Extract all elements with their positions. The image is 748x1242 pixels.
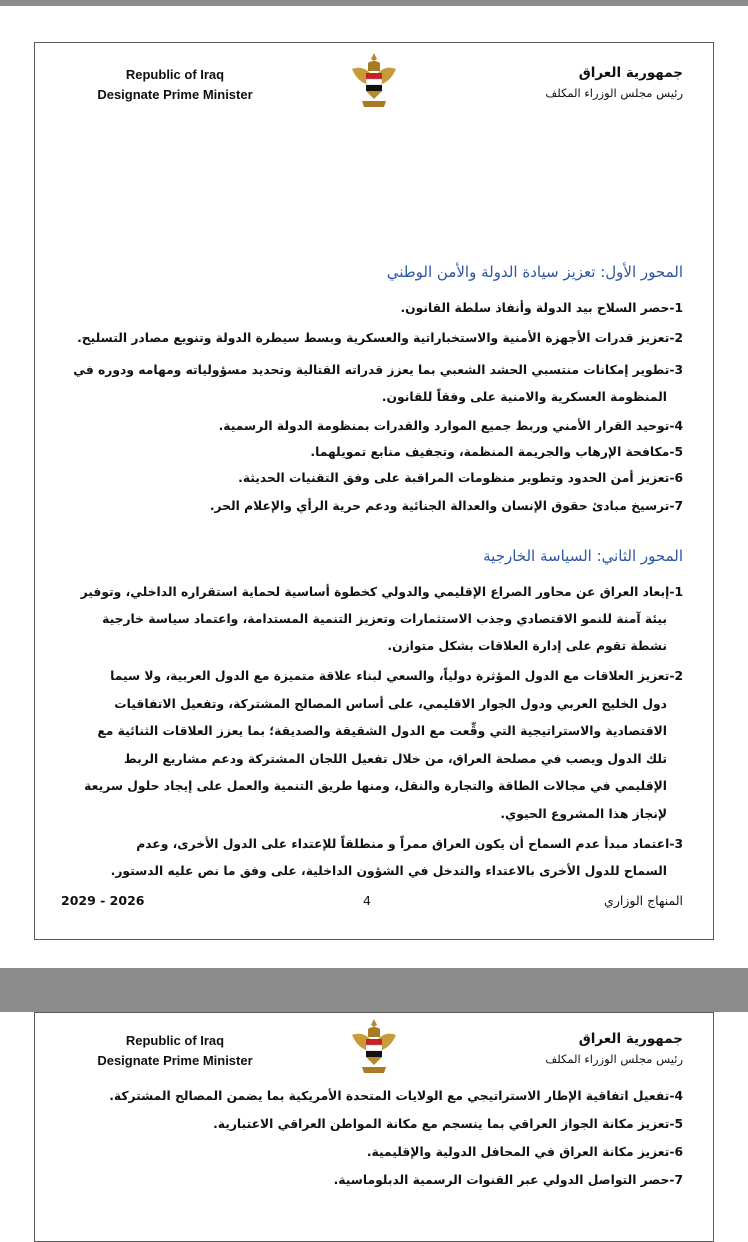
list-item: 3-تطوير إمكانات منتسبي الحشد الشعبي بما يعزز قدراته القتالية وتحديد مسؤولياته ومهامه ودوره في المنظومة العسكرية والامنية على وفقاً للقانون. bbox=[73, 363, 683, 404]
list-item: 7-ترسيخ مبادئ حقوق الإنسان والعدالة الجنائية ودعم حرية الرأي والإعلام الحر. bbox=[209, 499, 683, 513]
header-ar-line1: جمهورية العراق bbox=[578, 65, 683, 81]
list-item: 1-إبعاد العراق عن محاور الصراع الإقليمي والدولي كخطوة أساسية لحماية استقراره الداخلي، وتوفير بيئة آمنة للنمو الاقتصادي وجذب الاستثمارات وتعزيز التنمية المستدامة، واعتماد سياسة خارجية نشطة تقوم على إدارة العلاقات بشكل متوازن. bbox=[80, 585, 683, 653]
header-ar-line2: رئيس مجلس الوزراء المكلف bbox=[545, 86, 683, 100]
header-arabic bbox=[545, 63, 683, 103]
header-english bbox=[75, 1031, 275, 1071]
list-item: 4-توحيد القرار الأمني وربط جميع الموارد والقدرات بمنظومة الدولة الرسمية. bbox=[218, 419, 683, 433]
header-en-line2: Designate Prime Minister bbox=[97, 1053, 253, 1068]
document-page-2 bbox=[34, 1012, 714, 1242]
iraq-emblem-icon bbox=[348, 51, 400, 113]
list-item: 6-تعزيز أمن الحدود وتطوير منظومات المراقبة على وفق التقنيات الحديثة. bbox=[238, 471, 683, 485]
footer-years: 2029 - 2026 bbox=[61, 893, 145, 908]
list-item: 6-تعزيز مكانة العراق في المحافل الدولية والإقليمية. bbox=[366, 1145, 683, 1159]
header-arabic bbox=[545, 1029, 683, 1069]
section-title-2: المحور الثاني: السياسة الخارجية bbox=[483, 547, 683, 565]
list-item: 3-اعتماد مبدأ عدم السماح أن يكون العراق ممراً و منطلقاً للإعتداء على الدول الأخرى، وعدم السماح للدول الأخرى بالاعتداء والتدخل في الشؤون الداخلية، على وفق ما نص عليه الدستور. bbox=[110, 837, 683, 878]
grey-band-middle bbox=[0, 968, 748, 1012]
list-item: 2-تعزيز العلاقات مع الدول المؤثرة دولياً، والسعي لبناء علاقة متميزة مع الدول العربية، ولا سيما دول الخليج العربي ودول الجوار الاقليمي، على أساس المصالح المشتركة، وتفعيل الاتفاقيات الاقتصادية والاستراتيجية التي وقِّعت مع الدول الشقيقة والصديقة؛ بما يعزز العلاقات الثنائية مع تلك الدول ويصب في مصلحة العراق، من خلال تفعيل اللجان المشتركة ودعم مشاريع الربط الإقليمي في مجالات الطاقة والتجارة والنقل، ومنها طريق التنمية والعمل على إيجاد حلول سريعة لإنجاز هذا المشروع الحيوي. bbox=[84, 669, 683, 821]
header-ar-line2: رئيس مجلس الوزراء المكلف bbox=[545, 1052, 683, 1066]
header-ar-line1: جمهورية العراق bbox=[578, 1031, 683, 1047]
list-item: 5-مكافحة الإرهاب والجريمة المنظمة، وتجفيف منابع تمويلهما. bbox=[310, 445, 683, 459]
header-en-line1: Republic of Iraq bbox=[125, 1033, 225, 1048]
document-page-1 bbox=[34, 42, 714, 940]
footer-title: المنهاج الوزاري bbox=[604, 893, 683, 908]
grey-band-top bbox=[0, 0, 748, 6]
iraq-emblem-icon bbox=[348, 1017, 400, 1079]
header-en-line2: Designate Prime Minister bbox=[97, 87, 253, 102]
header-english bbox=[75, 65, 275, 105]
list-item: 1-حصر السلاح بيد الدولة وأنفاذ سلطة القانون. bbox=[400, 301, 683, 315]
header-en-line1: Republic of Iraq bbox=[125, 67, 225, 82]
footer-page-number: 4 bbox=[363, 893, 371, 908]
section-title-1: المحور الأول: تعزيز سيادة الدولة والأمن الوطني bbox=[386, 263, 683, 281]
list-item: 7-حصر التواصل الدولي عبر القنوات الرسمية الدبلوماسية. bbox=[333, 1173, 683, 1187]
list-item: 5-تعزيز مكانة الجواز العراقي بما ينسجم مع مكانة المواطن العراقي الاعتبارية. bbox=[213, 1117, 683, 1131]
list-item: 2-تعزيز قدرات الأجهزة الأمنية والاستخباراتية والعسكرية وبسط سيطرة الدولة وتنويع مصادر التسليح. bbox=[77, 331, 683, 345]
list-item: 4-تفعيل اتفاقية الإطار الاستراتيجي مع الولايات المتحدة الأمريكية بما يضمن المصالح المشتركة. bbox=[109, 1089, 683, 1103]
